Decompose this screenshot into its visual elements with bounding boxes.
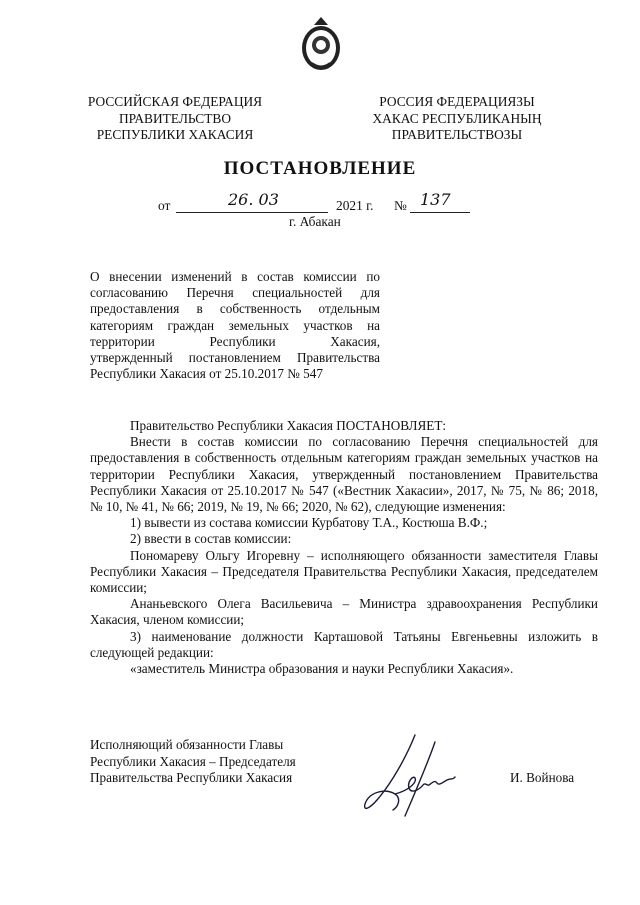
body-paragraph: Ананьевского Олега Васильевича – Министра здравоохранения Республики Хакасия, членом комиссии;	[90, 596, 598, 628]
date-handwritten: 26. 03	[228, 190, 279, 209]
subject-line: Республики Хакасия от 25.10.2017 № 547	[90, 366, 323, 382]
body-paragraph: 3) наименование должности Карташовой Татьяны Евгеньевны изложить в следующей редакции:	[90, 628, 598, 660]
subject-line: утвержденный постановлением Правительства	[90, 350, 380, 366]
position-line: Правительства Республики Хакасия	[90, 770, 293, 785]
signatory-name: И. Войнова	[510, 770, 575, 785]
handwritten-signature	[355, 730, 465, 825]
header-left-line: ПРАВИТЕЛЬСТВО	[118, 110, 231, 126]
header-right-line: РОССИЯ ФЕДЕРАЦИЯЗЫ	[379, 94, 535, 109]
city: г. Абакан	[289, 214, 341, 229]
subject-line: предоставления в собственность отдельным	[90, 301, 380, 317]
document-title: ПОСТАНОВЛЕНИЕ	[223, 158, 417, 179]
signatory-position	[90, 737, 350, 787]
body-paragraph: 1) вывести из состава комиссии Курбатову Т.А., Костюша В.Ф.;	[130, 515, 488, 531]
subject-line: согласованию Перечня специальностей для	[90, 285, 380, 301]
body-paragraph: Внести в состав комиссии по согласованию Перечня специальностей для предоставления в собственность отдельным категориям граждан земельных участков на территории Республики Хакасия, утвержденный постановлением Правительства Республики Хакасия от 25.10.2017 № 547 («Вестник Хакасии», 2017, № 75, № 86; 2018, № 10, № 41, № 66; 2019, № 19, № 66; 2020, № 62), следующие изменения:	[90, 434, 598, 515]
number-sign: №	[394, 198, 407, 213]
number-handwritten: 137	[420, 190, 451, 209]
subject-block	[90, 269, 380, 382]
header-left	[80, 94, 270, 144]
date-underline	[176, 212, 328, 213]
header-right	[352, 94, 562, 144]
body-paragraph: Пономареву Ольгу Игоревну – исполняющего обязанности заместителя Главы Республики Хакасия – Председателя Правительства Республики Хакасия, председателем комиссии;	[90, 547, 598, 596]
header-right-line: ПРАВИТЕЛЬСТВОЗЫ	[391, 127, 523, 142]
subject-line: О внесении изменений в состав комиссии по	[90, 269, 380, 284]
header-right-line: ХАКАС РЕСПУБЛИКАНЫҢ	[372, 110, 542, 126]
subject-line: категориям граждан земельных участков на	[90, 317, 380, 333]
date-year: 2021 г.	[336, 198, 374, 213]
date-prefix: от	[158, 198, 171, 213]
header-left-line: РЕСПУБЛИКИ ХАКАСИЯ	[96, 127, 254, 142]
body-paragraph: «заместитель Министра образования и науки Республики Хакасия».	[130, 661, 514, 677]
body-paragraph: 2) ввести в состав комиссии:	[130, 531, 292, 547]
emblem-icon	[300, 15, 342, 73]
subject-line: территории Республики Хакасия,	[90, 333, 380, 349]
header-left-line: РОССИЙСКАЯ ФЕДЕРАЦИЯ	[87, 94, 263, 109]
position-line: Республики Хакасия – Председателя	[90, 753, 296, 769]
position-line: Исполняющий обязанности Главы	[90, 737, 284, 752]
body-text	[90, 418, 598, 677]
number-underline	[410, 212, 470, 213]
body-paragraph: Правительство Республики Хакасия ПОСТАНОВЛЯЕТ:	[130, 418, 447, 433]
